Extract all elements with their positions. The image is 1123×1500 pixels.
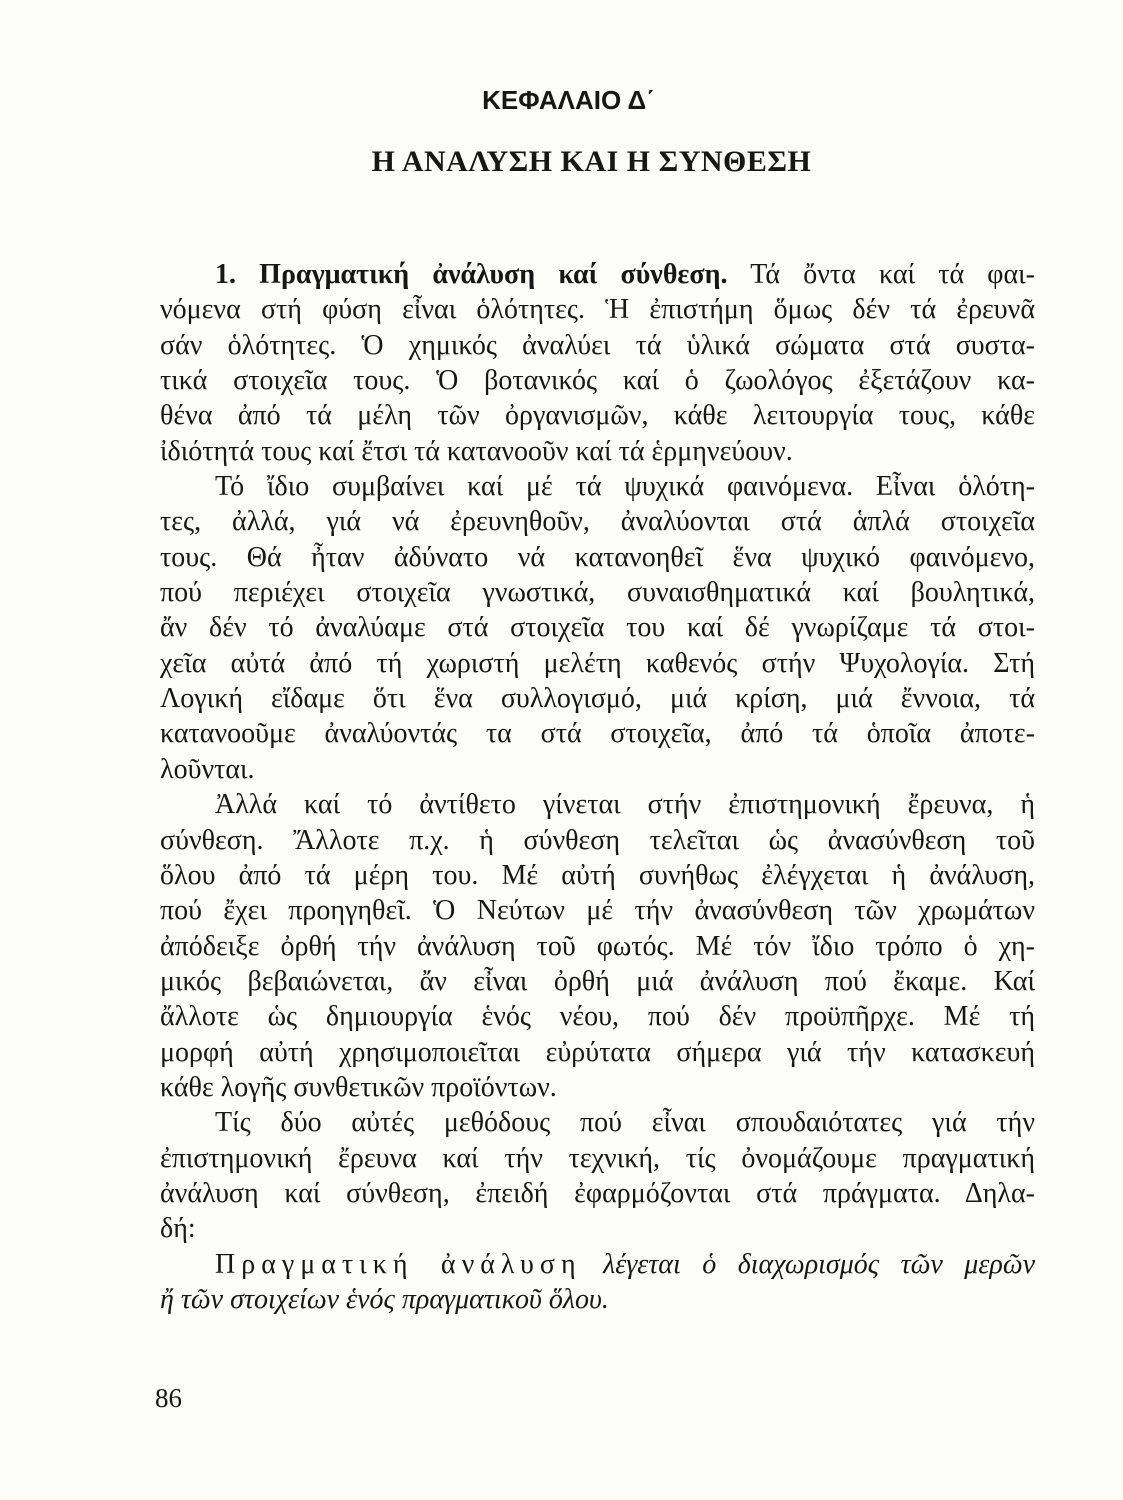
- text-line: θένα ἀπό τά μέλη τῶν ὀργανισμῶν, κάθε λειτουργία τους, κάθε: [160, 400, 1035, 432]
- definition-text: λέγεται ὁ διαχωρισμός τῶν μερῶν: [603, 1248, 1036, 1280]
- text-line: [160, 257, 1035, 292]
- text-line: Τό ἴδιο συμβαίνει καί μέ τά ψυχικά φαινόμενα. Εἶναι ὁλότη-: [215, 471, 1035, 503]
- text-line: τικά στοιχεῖα τους. Ὁ βοτανικός καί ὁ ζωολόγος ἐξετάζουν κα-: [160, 365, 1035, 397]
- text-line: κατανοοῦμε ἀναλύοντάς τα στά στοιχεῖα, ἀπό τά ὁποῖα ἀποτε-: [160, 718, 1035, 750]
- text-line: σάν ὁλότητες. Ὁ χημικός ἀναλύει τά ὑλικά σώματα στά συστα-: [160, 329, 1035, 361]
- text-line: πού περιέχει στοιχεῖα γνωστικά, συναισθηματικά καί βουλητικά,: [160, 577, 1035, 609]
- paragraph-4: [160, 1105, 1035, 1246]
- text-line: τους. Θά ἦταν ἀδύνατο νά κατανοηθεῖ ἕνα ψυχικό φαινόμενο,: [160, 541, 1035, 573]
- text-line: [160, 1247, 1035, 1282]
- text-line: τες, ἀλλά, γιά νά ἐρευνηθοῦν, ἀναλύονται στά ἁπλά στοιχεῖα: [160, 506, 1035, 538]
- text-line: ἀνάλυση καί σύνθεση, ἐπειδή ἐφαρμόζονται στά πράγματα. Δηλα-: [160, 1177, 1035, 1209]
- paragraph-1: [160, 257, 1035, 469]
- paragraph-3: [160, 787, 1035, 1105]
- text-line: πού ἔχει προηγηθεῖ. Ὁ Νεύτων μέ τήν ἀνασύνθεση τῶν χρωμάτων: [160, 895, 1035, 927]
- text-line: κάθε λογῆς συνθετικῶν προϊόντων.: [160, 1071, 557, 1103]
- text-line-rest: Τά ὄντα καί τά φαι-: [750, 259, 1035, 290]
- text-line: Τίς δύο αὐτές μεθόδους πού εἶναι σπουδαιότατες γιά τήν: [215, 1107, 1035, 1139]
- text-line: ἄν δέν τό ἀναλύαμε στά στοιχεῖα του καί δέ γνωρίζαμε τά στοι-: [160, 612, 1035, 644]
- text-line: ἰδιότητά τους καί ἔτσι τά κατανοοῦν καί τά ἑρμηνεύουν.: [160, 435, 793, 467]
- text-line: χεῖα αὐτά ἀπό τή χωριστή μελέτη καθενός στήν Ψυχολογία. Στή: [160, 647, 1035, 679]
- text-line: σύνθεση. Ἄλλοτε π.χ. ἡ σύνθεση τελεῖται ὡς ἀνασύνθεση τοῦ: [160, 824, 1035, 856]
- chapter-title: Η ΑΝΑΛΥΣΗ ΚΑΙ Η ΣΥΝΘΕΣΗ: [371, 145, 812, 178]
- page-number: 86: [155, 1383, 182, 1413]
- paragraph-2: [160, 469, 1035, 787]
- text-line: μορφή αὐτή χρησιμοποιεῖται εὐρύτατα σήμερα γιά τήν κατασκευή: [160, 1036, 1035, 1068]
- text-line: ὅλου ἀπό τά μέρη του. Μέ αὐτή συνήθως ἐλέγχεται ἡ ἀνάλυση,: [160, 859, 1035, 891]
- body-text: [160, 257, 1035, 1317]
- text-line: ἐπιστημονική ἔρευνα καί τήν τεχνική, τίς ὀνομάζουμε πραγματική: [160, 1142, 1035, 1174]
- text-line: λοῦνται.: [160, 753, 255, 785]
- definition: [160, 1247, 1035, 1318]
- definition-term: Πραγματική ἀνάλυση: [215, 1248, 582, 1280]
- chapter-label: ΚΕΦΑΛΑΙΟ Δ΄: [482, 85, 655, 115]
- text-line: δή:: [160, 1213, 196, 1245]
- text-line: ἄλλοτε ὡς δημιουργία ἑνός νέου, πού δέν προϋπῆρχε. Μέ τή: [160, 1001, 1035, 1033]
- text-line: νόμενα στή φύση εἶναι ὁλότητες. Ἡ ἐπιστήμη ὅμως δέν τά ἐρευνᾶ: [160, 294, 1035, 326]
- text-line: Ἀλλά καί τό ἀντίθετο γίνεται στήν ἐπιστημονική ἔρευνα, ἡ: [215, 789, 1035, 821]
- text-line: ἀπόδειξε ὀρθή τήν ἀνάλυση τοῦ φωτός. Μέ τόν ἴδιο τρόπο ὁ χη-: [160, 930, 1035, 962]
- text-line: μικός βεβαιώνεται, ἄν εἶναι ὀρθή μιά ἀνάλυση πού ἔκαμε. Καί: [160, 965, 1035, 997]
- section-heading: 1. Πραγματική ἀνάλυση καί σύνθεση.: [215, 259, 728, 290]
- text-line: Λογική εἴδαμε ὅτι ἕνα συλλογισμό, μιά κρίση, μιά ἔννοια, τά: [160, 683, 1035, 715]
- text-line: ἤ τῶν στοιχείων ἑνός πραγματικοῦ ὅλου.: [160, 1283, 609, 1315]
